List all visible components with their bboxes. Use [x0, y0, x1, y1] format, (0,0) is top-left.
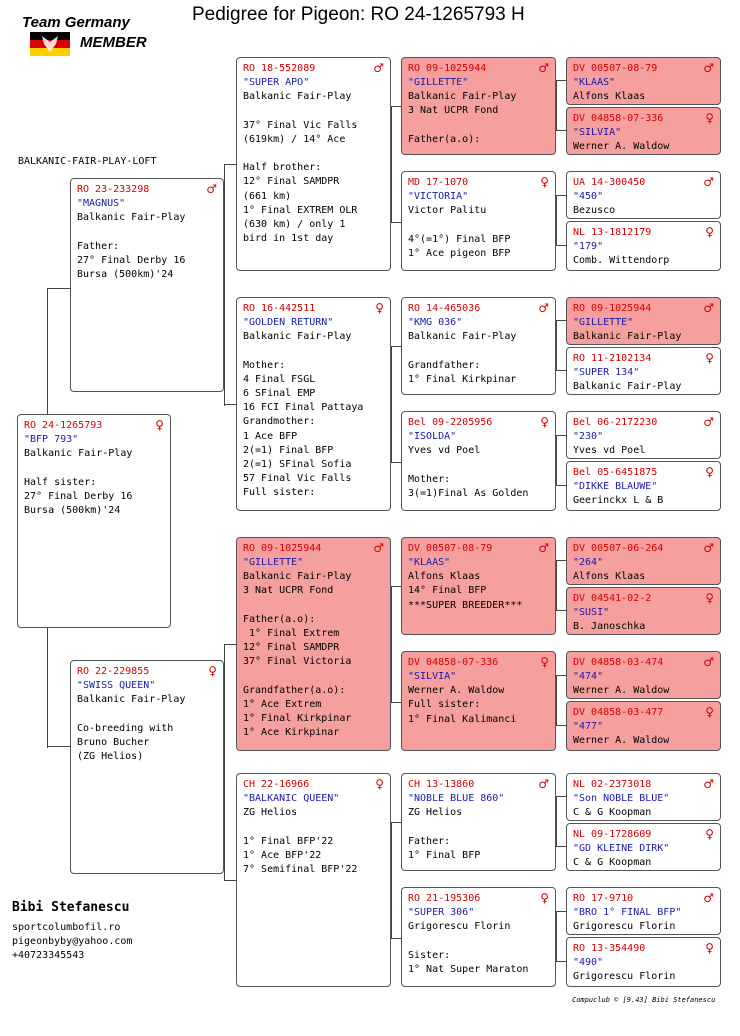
- pigeon-owner: Balkanic Fair-Play: [573, 331, 682, 343]
- pigeon-card-g7: [566, 411, 721, 459]
- sex-icon: ♂: [703, 777, 714, 791]
- pigeon-owner: Comb. Wittendorp: [573, 255, 670, 267]
- sex-icon: ♀: [705, 465, 714, 479]
- pigeon-name: "BFP 793": [24, 434, 79, 445]
- sex-icon: ♀: [705, 111, 714, 125]
- pedigree-connector-line: [47, 288, 48, 416]
- pigeon-name: "SILVIA": [408, 671, 457, 682]
- pigeon-name: "ISOLDA": [408, 431, 457, 442]
- pigeon-card-dam-sire: [236, 537, 391, 751]
- pigeon-notes: Full sister: 1° Final Kalimanci: [408, 699, 517, 725]
- pigeon-name: "SUSI": [573, 607, 610, 618]
- ring-number: Bel 05-6451875: [573, 467, 658, 478]
- pedigree-connector-line: [556, 560, 566, 561]
- card-header: [573, 302, 714, 316]
- pigeon-card-sss: [401, 57, 556, 155]
- pigeon-owner: Balkanic Fair-Play: [77, 694, 186, 706]
- sex-icon: ♀: [540, 175, 549, 189]
- pigeon-owner: Balkanic Fair-Play: [77, 212, 186, 224]
- card-header: [573, 942, 714, 956]
- pigeon-card-sdd: [401, 411, 556, 511]
- pigeon-owner: Grigorescu Florin: [573, 921, 676, 933]
- card-header: [243, 62, 384, 76]
- pigeon-name: "MAGNUS": [77, 198, 126, 209]
- ring-number: DV 04858-03-477: [573, 707, 664, 718]
- pigeon-card-g15: [566, 887, 721, 935]
- pigeon-card-g1: [566, 57, 721, 105]
- ring-number: NL 09-1728609: [573, 829, 652, 840]
- pigeon-card-dam: [70, 660, 224, 874]
- ring-number: Bel 06-2172230: [573, 417, 658, 428]
- pigeon-owner: Balkanic Fair-Play: [408, 91, 517, 103]
- pigeon-name: "GOLDEN RETURN": [243, 317, 334, 328]
- pigeon-name: "477": [573, 721, 604, 732]
- pigeon-notes: Half sister: 27° Final Derby 16 Bursa (500km)'24: [24, 476, 133, 517]
- pigeon-name: "GILLETTE": [243, 557, 304, 568]
- sex-icon: ♂: [703, 891, 714, 905]
- pigeon-card-subject: [17, 414, 171, 628]
- card-header: [408, 542, 549, 556]
- pigeon-name: "SUPER APO": [243, 77, 310, 88]
- pigeon-name: "KMG 036": [408, 317, 463, 328]
- pigeon-name: "SUPER 134": [573, 367, 640, 378]
- sex-icon: ♀: [705, 225, 714, 239]
- ring-number: RO 21-195306: [408, 893, 481, 904]
- breeder-phone: +40723345543: [12, 950, 85, 961]
- pigeon-card-g4: [566, 221, 721, 271]
- sex-icon: ♀: [705, 827, 714, 841]
- pedigree-connector-line: [556, 435, 557, 485]
- card-header: [573, 226, 714, 240]
- ring-number: RO 22-229855: [77, 666, 150, 677]
- sex-icon: ♀: [375, 301, 384, 315]
- pigeon-notes: Sister: 1° Nat Super Maraton: [408, 949, 529, 975]
- ring-number: DV 04541-02-2: [573, 593, 652, 604]
- pigeon-owner: C & G Koopman: [573, 807, 652, 819]
- card-header: [408, 176, 549, 190]
- pigeon-card-g8: [566, 461, 721, 511]
- pigeon-card-g9: [566, 537, 721, 585]
- pigeon-name: "BRO 1° FINAL BFP": [573, 907, 682, 918]
- pedigree-connector-line: [47, 746, 71, 747]
- pigeon-owner: Grigorescu Florin: [408, 921, 511, 933]
- pigeon-name: "230": [573, 431, 604, 442]
- pigeon-notes: 37° Final Vic Falls (619km) / 14° Ace Half brother: 12° Final SAMDPR (661 km) 1° Final EXTREM OLR (630 km) / only 1 bird in 1st day: [243, 119, 358, 245]
- pigeon-name: "KLAAS": [408, 557, 451, 568]
- ring-number: NL 13-1812179: [573, 227, 652, 238]
- breeder-email[interactable]: pigeonbyby@yahoo.com: [12, 936, 133, 947]
- sex-icon: ♂: [703, 541, 714, 555]
- pedigree-connector-line: [391, 346, 401, 347]
- pedigree-connector-line: [556, 846, 566, 847]
- pedigree-connector-line: [224, 644, 236, 645]
- pedigree-connector-line: [391, 586, 401, 587]
- pigeon-card-g12: [566, 701, 721, 751]
- card-header: [243, 542, 384, 556]
- pigeon-notes: Mother: 3(=1)Final As Golden: [408, 473, 529, 499]
- ring-number: DV 04858-03-474: [573, 657, 664, 668]
- pigeon-name: "SILVIA": [573, 127, 622, 138]
- footer-credit: Compuclub © [9.43] Bibi Stefanescu: [572, 996, 716, 1004]
- ring-number: DV 04858-07-336: [573, 113, 664, 124]
- pedigree-connector-line: [556, 245, 566, 246]
- pigeon-card-sire-dam: [236, 297, 391, 511]
- pigeon-notes: 3 Nat UCPR Fond Father(a.o): 1° Final Extrem 12° Final SAMDPR 37° Final Victoria Grandfather(a.o): 1° Ace Extrem 1° Final Kirkpinar 1° Ace Kirkpinar: [243, 585, 352, 739]
- pedigree-connector-line: [556, 320, 566, 321]
- pigeon-notes: 14° Final BFP ***SUPER BREEDER***: [408, 585, 523, 611]
- pedigree-connector-line: [391, 106, 392, 222]
- team-germany-logo-text: Team Germany: [22, 14, 130, 31]
- card-header: [243, 302, 384, 316]
- page-title: Pedigree for Pigeon: RO 24-1265793 H: [192, 4, 525, 25]
- pigeon-owner: Yves vd Poel: [573, 445, 646, 457]
- sex-icon: ♂: [538, 541, 549, 555]
- sex-icon: ♂: [703, 61, 714, 75]
- pigeon-name: "BALKANIC QUEEN": [243, 793, 340, 804]
- pigeon-name: "VICTORIA": [408, 191, 469, 202]
- sex-icon: ♂: [703, 415, 714, 429]
- pedigree-connector-line: [556, 320, 557, 370]
- pedigree-connector-line: [224, 164, 236, 165]
- pigeon-owner: ZG Helios: [408, 807, 463, 819]
- sex-icon: ♀: [705, 351, 714, 365]
- pedigree-connector-line: [556, 560, 557, 610]
- card-header: [573, 542, 714, 556]
- sex-icon: ♀: [540, 891, 549, 905]
- sex-icon: ♂: [703, 301, 714, 315]
- member-logo-text: MEMBER: [80, 34, 147, 51]
- pedigree-connector-line: [556, 911, 566, 912]
- sex-icon: ♀: [705, 705, 714, 719]
- pedigree-connector-line: [556, 485, 566, 486]
- card-header: [573, 592, 714, 606]
- pigeon-owner: Werner A. Waldow: [408, 685, 505, 697]
- pigeon-owner: Werner A. Waldow: [573, 735, 670, 747]
- sex-icon: ♂: [538, 777, 549, 791]
- ring-number: RO 09-1025944: [243, 543, 322, 554]
- sex-icon: ♂: [373, 61, 384, 75]
- pigeon-card-g2: [566, 107, 721, 155]
- sex-icon: ♂: [703, 175, 714, 189]
- sex-icon: ♀: [705, 591, 714, 605]
- card-header: [408, 656, 549, 670]
- loft-name: BALKANIC-FAIR-PLAY-LOFT: [18, 156, 157, 167]
- pedigree-connector-line: [556, 610, 566, 611]
- ring-number: Bel 09-2205956: [408, 417, 493, 428]
- pigeon-name: "490": [573, 957, 604, 968]
- pedigree-connector-line: [556, 80, 566, 81]
- pedigree-connector-line: [556, 80, 557, 130]
- sex-icon: ♂: [703, 655, 714, 669]
- ring-number: RO 18-552089: [243, 63, 316, 74]
- pedigree-connector-line: [224, 880, 236, 881]
- pigeon-name: "NOBLE BLUE 860": [408, 793, 505, 804]
- pedigree-connector-line: [391, 938, 401, 939]
- pigeon-name: "179": [573, 241, 604, 252]
- pigeon-notes: Father: 27° Final Derby 16 Bursa (500km)'24: [77, 240, 186, 281]
- pedigree-connector-line: [224, 164, 225, 406]
- card-header: [243, 778, 384, 792]
- pigeon-card-sire-sire: [236, 57, 391, 271]
- pedigree-connector-line: [224, 644, 225, 880]
- pigeon-owner: ZG Helios: [243, 807, 298, 819]
- pigeon-owner: Balkanic Fair-Play: [243, 91, 352, 103]
- ring-number: RO 09-1025944: [573, 303, 652, 314]
- pigeon-name: "Son NOBLE BLUE": [573, 793, 670, 804]
- pigeon-card-sds: [401, 297, 556, 395]
- pigeon-notes: Mother: 4 Final FSGL 6 SFinal EMP 16 FCI Final Pattaya Grandmother: 1 Ace BFP 2(=1) Final BFP 2(=1) SFinal Sofia 57 Final Vic Falls Full sister:: [243, 359, 364, 499]
- pigeon-card-dsd: [401, 651, 556, 751]
- pigeon-notes: Grandfather: 1° Final Kirkpinar: [408, 359, 517, 385]
- pedigree-connector-line: [556, 370, 566, 371]
- pedigree-connector-line: [556, 961, 566, 962]
- card-header: [408, 892, 549, 906]
- pedigree-connector-line: [556, 195, 557, 245]
- card-header: [573, 112, 714, 126]
- sex-icon: ♂: [538, 301, 549, 315]
- pedigree-connector-line: [556, 130, 566, 131]
- card-header: [573, 416, 714, 430]
- pigeon-card-sire: [70, 178, 224, 392]
- pigeon-card-g14: [566, 823, 721, 871]
- card-header: [573, 656, 714, 670]
- pigeon-card-g10: [566, 587, 721, 635]
- pigeon-owner: Geerinckx L & B: [573, 495, 664, 507]
- ring-number: NL 02-2373018: [573, 779, 652, 790]
- ring-number: CH 22-16966: [243, 779, 310, 790]
- pigeon-card-g6: [566, 347, 721, 395]
- pigeon-notes: 4°(=1°) Final BFP 1° Ace pigeon BFP: [408, 233, 511, 259]
- pedigree-connector-line: [391, 702, 401, 703]
- pigeon-owner: Balkanic Fair-Play: [573, 381, 682, 393]
- pigeon-card-dss: [401, 537, 556, 635]
- pedigree-connector-line: [391, 586, 392, 702]
- sex-icon: ♂: [373, 541, 384, 555]
- pedigree-connector-line: [556, 725, 566, 726]
- pedigree-connector-line: [556, 911, 557, 961]
- card-header: [573, 778, 714, 792]
- pedigree-connector-line: [556, 675, 566, 676]
- pedigree-connector-line: [391, 462, 401, 463]
- sex-icon: ♀: [540, 655, 549, 669]
- pigeon-notes: 1° Final BFP'22 1° Ace BFP'22 7° Semifinal BFP'22: [243, 835, 358, 876]
- pigeon-owner: Alfons Klaas: [573, 571, 646, 583]
- card-header: [77, 665, 217, 679]
- ring-number: DV 00507-08-79: [408, 543, 493, 554]
- pigeon-notes: Co-breeding with Bruno Bucher (ZG Helios): [77, 722, 174, 763]
- pigeon-owner: Alfons Klaas: [408, 571, 481, 583]
- ring-number: MD 17-1070: [408, 177, 469, 188]
- pigeon-card-g11: [566, 651, 721, 699]
- eagle-flag-icon: [30, 32, 70, 56]
- sex-icon: ♀: [540, 415, 549, 429]
- ring-number: RO 09-1025944: [408, 63, 487, 74]
- ring-number: RO 13-354490: [573, 943, 646, 954]
- ring-number: DV 00507-08-79: [573, 63, 658, 74]
- pigeon-owner: Werner A. Waldow: [573, 141, 670, 153]
- pigeon-owner: Grigorescu Florin: [573, 971, 676, 983]
- card-header: [573, 62, 714, 76]
- pigeon-card-ssd: [401, 171, 556, 271]
- ring-number: RO 11-2102134: [573, 353, 652, 364]
- card-header: [408, 302, 549, 316]
- pigeon-card-g3: [566, 171, 721, 219]
- pedigree-connector-line: [47, 628, 48, 748]
- pedigree-connector-line: [224, 404, 236, 405]
- pigeon-card-g16: [566, 937, 721, 987]
- pigeon-card-dam-dam: [236, 773, 391, 987]
- card-header: [408, 778, 549, 792]
- sex-icon: ♀: [705, 941, 714, 955]
- pigeon-owner: Victor Palitu: [408, 205, 487, 217]
- ring-number: RO 16-442511: [243, 303, 316, 314]
- pedigree-connector-line: [556, 796, 557, 846]
- pigeon-owner: Balkanic Fair-Play: [408, 331, 517, 343]
- pedigree-connector-line: [391, 222, 401, 223]
- pigeon-name: "GILLETTE": [573, 317, 634, 328]
- pigeon-owner: Werner A. Waldow: [573, 685, 670, 697]
- pigeon-name: "DIKKE BLAUWE": [573, 481, 658, 492]
- pedigree-connector-line: [391, 106, 401, 107]
- pedigree-connector-line: [556, 675, 557, 725]
- pedigree-connector-line: [391, 346, 392, 462]
- pigeon-card-ddd: [401, 887, 556, 987]
- pedigree-connector-line: [391, 822, 392, 938]
- pigeon-notes: Father: 1° Final BFP: [408, 835, 481, 861]
- card-header: [24, 419, 164, 433]
- pigeon-name: "GD KLEINE DIRK": [573, 843, 670, 854]
- pigeon-owner: B. Janoschka: [573, 621, 646, 633]
- card-header: [77, 183, 217, 197]
- pigeon-name: "SWISS QUEEN": [77, 680, 156, 691]
- card-header: [573, 706, 714, 720]
- pigeon-owner: Balkanic Fair-Play: [24, 448, 133, 460]
- pigeon-name: "KLAAS": [573, 77, 616, 88]
- card-header: [573, 828, 714, 842]
- pigeon-name: "SUPER 306": [408, 907, 475, 918]
- ring-number: RO 17-9710: [573, 893, 634, 904]
- pigeon-owner: Yves vd Poel: [408, 445, 481, 457]
- pedigree-connector-line: [47, 288, 71, 289]
- pigeon-owner: C & G Koopman: [573, 857, 652, 869]
- sex-icon: ♂: [206, 182, 217, 196]
- pedigree-connector-line: [556, 435, 566, 436]
- pedigree-connector-line: [556, 195, 566, 196]
- pigeon-card-g13: [566, 773, 721, 821]
- ring-number: RO 24-1265793: [24, 420, 103, 431]
- pigeon-card-g5: [566, 297, 721, 345]
- ring-number: RO 14-465036: [408, 303, 481, 314]
- ring-number: CH 13-13860: [408, 779, 475, 790]
- card-header: [573, 466, 714, 480]
- ring-number: RO 23-233298: [77, 184, 150, 195]
- card-header: [573, 176, 714, 190]
- pedigree-connector-line: [556, 796, 566, 797]
- pigeon-owner: Balkanic Fair-Play: [243, 331, 352, 343]
- breeder-name: Bibi Stefanescu: [12, 900, 130, 915]
- pedigree-connector-line: [391, 822, 401, 823]
- pigeon-notes: 3 Nat UCPR Fond Father(a.o):: [408, 105, 499, 145]
- pigeon-card-dds: [401, 773, 556, 871]
- sex-icon: ♂: [538, 61, 549, 75]
- sex-icon: ♀: [208, 664, 217, 678]
- ring-number: UA 14-300450: [573, 177, 646, 188]
- pigeon-owner: Bezusco: [573, 205, 616, 217]
- pigeon-name: "450": [573, 191, 604, 202]
- pigeon-name: "474": [573, 671, 604, 682]
- ring-number: DV 04858-07-336: [408, 657, 499, 668]
- card-header: [573, 352, 714, 366]
- pigeon-name: "GILLETTE": [408, 77, 469, 88]
- sex-icon: ♀: [155, 418, 164, 432]
- ring-number: DV 00507-06-264: [573, 543, 664, 554]
- breeder-website[interactable]: sportcolumbofil.ro: [12, 922, 121, 933]
- sex-icon: ♀: [375, 777, 384, 791]
- card-header: [573, 892, 714, 906]
- pigeon-name: "264": [573, 557, 604, 568]
- card-header: [408, 62, 549, 76]
- card-header: [408, 416, 549, 430]
- pigeon-owner: Balkanic Fair-Play: [243, 571, 352, 583]
- pigeon-owner: Alfons Klaas: [573, 91, 646, 103]
